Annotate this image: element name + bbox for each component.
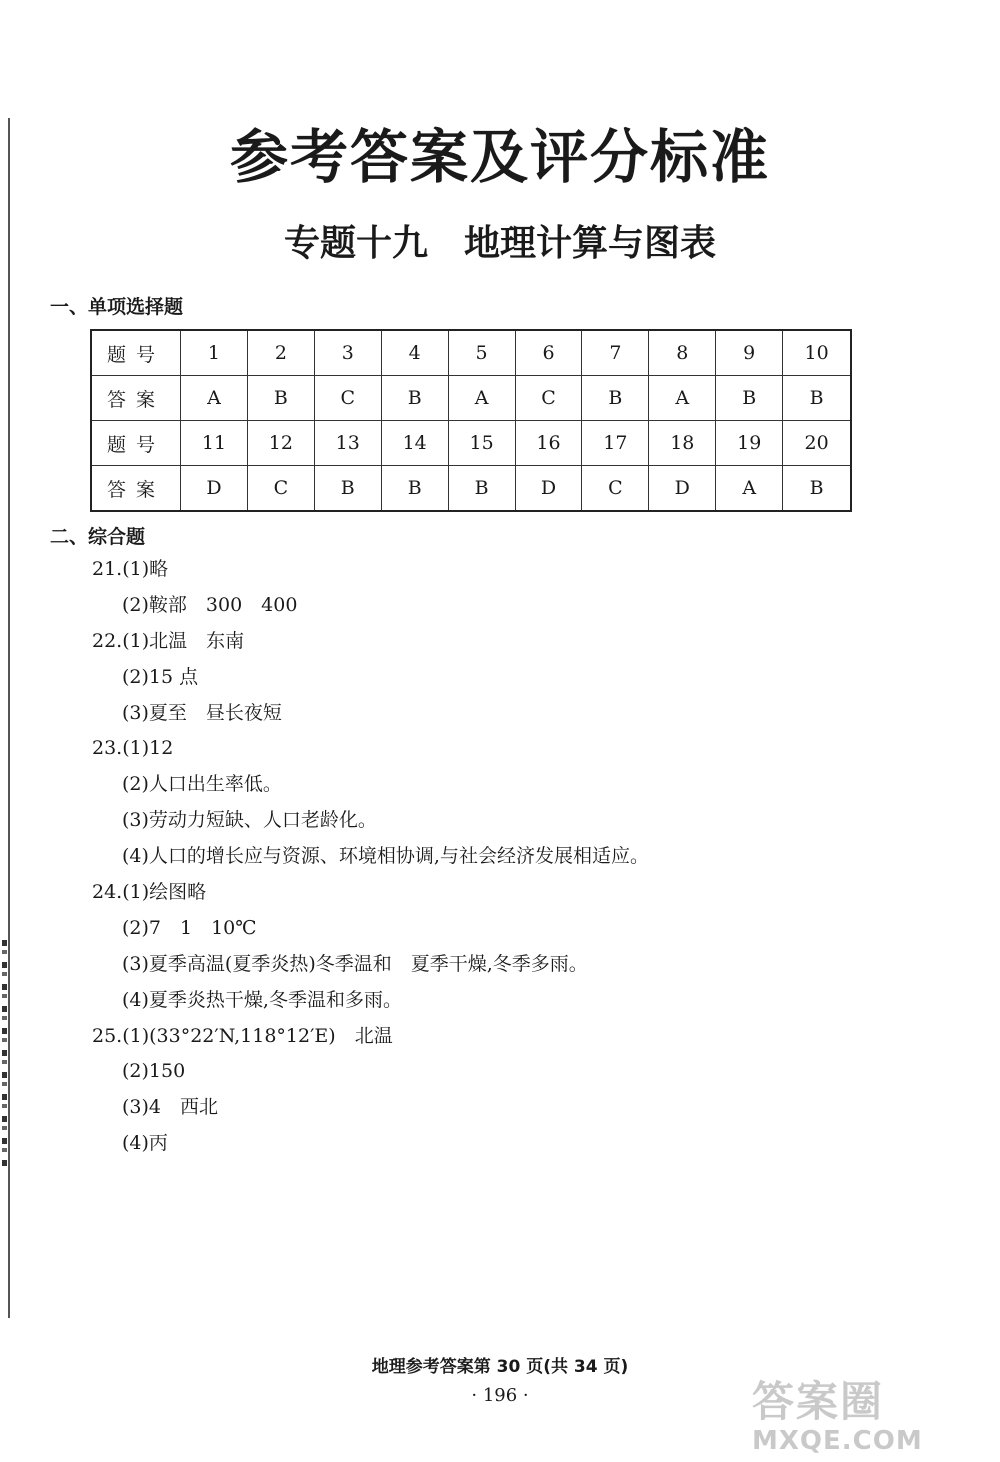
- answer-table-body: [91, 330, 851, 511]
- table-cell: A: [448, 376, 515, 421]
- table-row: [91, 421, 851, 466]
- table-cell: 20: [783, 421, 851, 466]
- watermark-logo: [752, 1378, 992, 1458]
- page-spine-line: [8, 118, 10, 1318]
- answer-line: (4)人口的增长应与资源、环境相协调,与社会经济发展相适应。: [122, 845, 649, 868]
- table-cell: 6: [515, 330, 582, 376]
- table-cell: C: [582, 466, 649, 512]
- answer-line: (3)4 西北: [122, 1096, 219, 1119]
- row-header: 题号: [91, 330, 181, 376]
- answer-line: (2)人口出生率低。: [122, 773, 282, 796]
- table-cell: 11: [181, 421, 248, 466]
- answer-line: (2)7 1 10℃: [122, 916, 257, 939]
- answer-line: (2)150: [122, 1060, 186, 1083]
- table-cell: 9: [716, 330, 783, 376]
- table-cell: D: [649, 466, 716, 512]
- answer-line: 21.(1)略: [92, 558, 169, 580]
- page-footer: 地理参考答案第 30 页(共 34 页): [371, 1357, 629, 1377]
- table-cell: 10: [783, 330, 851, 376]
- answer-line: (3)劳动力短缺、人口老龄化。: [122, 809, 377, 832]
- section-heading-choice: 一、单项选择题: [50, 296, 184, 318]
- row-header: 答案: [91, 376, 181, 421]
- table-cell: B: [381, 376, 448, 421]
- page-number: · 196 ·: [471, 1385, 529, 1406]
- table-cell: 18: [649, 421, 716, 466]
- page-title: 参考答案及评分标准: [229, 123, 770, 191]
- table-cell: C: [247, 466, 314, 512]
- watermark-text: 答案圈: [752, 1377, 885, 1426]
- watermark-url: MXQE.COM: [752, 1426, 923, 1456]
- answer-line: (4)夏季炎热干燥,冬季温和多雨。: [122, 988, 402, 1011]
- row-header: 题号: [91, 421, 181, 466]
- table-cell: A: [716, 466, 783, 512]
- table-cell: 7: [582, 330, 649, 376]
- table-cell: 1: [181, 330, 248, 376]
- table-cell: C: [314, 376, 381, 421]
- table-cell: 12: [247, 421, 314, 466]
- table-cell: 4: [381, 330, 448, 376]
- table-cell: 19: [716, 421, 783, 466]
- table-cell: 3: [314, 330, 381, 376]
- table-cell: 2: [247, 330, 314, 376]
- answer-line: (4)丙: [122, 1132, 168, 1155]
- table-cell: 14: [381, 421, 448, 466]
- answer-line: 23.(1)12: [92, 737, 174, 760]
- table-cell: A: [181, 376, 248, 421]
- table-row: [91, 466, 851, 512]
- row-header: 答案: [91, 466, 181, 512]
- answer-line: (3)夏至 昼长夜短: [122, 701, 282, 724]
- answer-table: [90, 329, 852, 512]
- answer-line: (2)15 点: [122, 665, 199, 688]
- table-cell: D: [181, 466, 248, 512]
- table-cell: D: [515, 466, 582, 512]
- table-cell: B: [582, 376, 649, 421]
- table-cell: 15: [448, 421, 515, 466]
- table-cell: 13: [314, 421, 381, 466]
- table-cell: 17: [582, 421, 649, 466]
- table-cell: B: [381, 466, 448, 512]
- answer-line: (3)夏季高温(夏季炎热)冬季温和 夏季干燥,冬季多雨。: [122, 952, 588, 975]
- table-cell: C: [515, 376, 582, 421]
- table-row: [91, 376, 851, 421]
- table-cell: 16: [515, 421, 582, 466]
- table-cell: B: [716, 376, 783, 421]
- answer-line: 25.(1)(33°22′N,118°12′E) 北温: [92, 1024, 393, 1047]
- table-cell: B: [783, 466, 851, 512]
- table-row: [91, 330, 851, 376]
- binding-edge-marks: [2, 940, 7, 1170]
- table-cell: 5: [448, 330, 515, 376]
- table-cell: B: [247, 376, 314, 421]
- table-cell: B: [783, 376, 851, 421]
- answer-list: [92, 552, 952, 1162]
- answer-line: 24.(1)绘图略: [92, 881, 207, 904]
- table-cell: 8: [649, 330, 716, 376]
- answer-line: (2)鞍部 300 400: [122, 593, 298, 616]
- table-cell: B: [314, 466, 381, 512]
- table-cell: A: [649, 376, 716, 421]
- answer-line: 22.(1)北温 东南: [92, 629, 245, 652]
- table-cell: B: [448, 466, 515, 512]
- page-subtitle: 专题十九 地理计算与图表: [283, 222, 716, 264]
- section-heading-comprehensive: 二、综合题: [50, 526, 146, 548]
